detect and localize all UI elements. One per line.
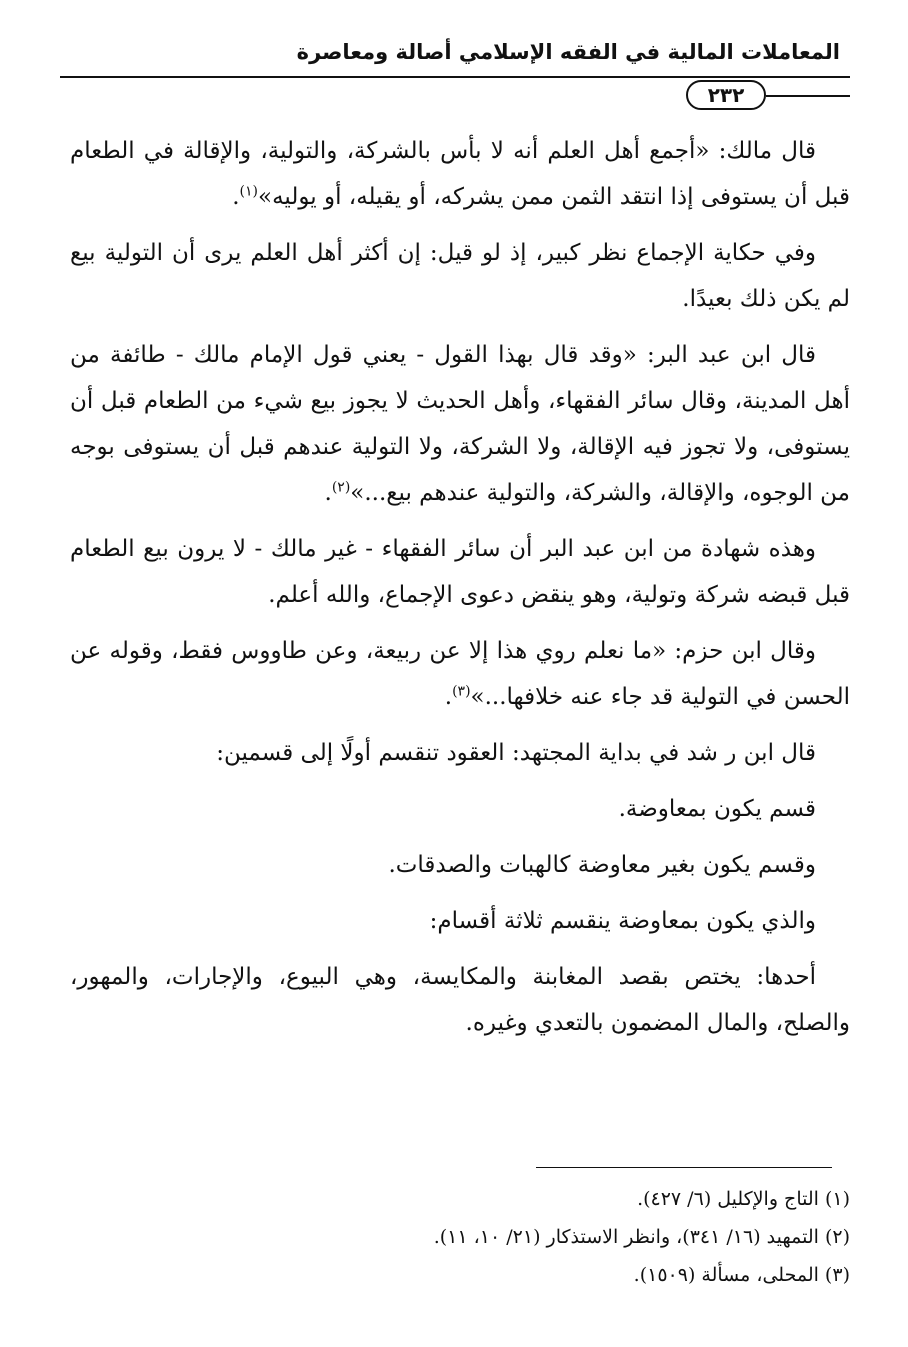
header-rule (60, 76, 850, 78)
running-header-title: المعاملات المالية في الفقه الإسلامي أصالة ومعاصرة (296, 40, 840, 64)
footnote: (٢) التمهيد (١٦/ ٣٤١)، وانظر الاستذكار (٢١/ ١٠، ١١). (433, 1226, 850, 1248)
paragraph: وقال ابن حزم: «ما نعلم روي هذا إلا عن ربيعة، وعن طاووس فقط، وقوله عن الحسن في التولية قد جاء عنه خلافها...»$^{(٣)}$. (70, 638, 850, 710)
footnote-ref: (١) (239, 183, 259, 200)
footnote: (٣) المحلى، مسألة (١٥٠٩). (633, 1264, 850, 1286)
page-number-rule (766, 95, 850, 97)
page-number (686, 80, 766, 110)
footnotes (70, 1180, 850, 1294)
paragraph: والذي يكون بمعاوضة ينقسم ثلاثة أقسام: (429, 908, 816, 934)
paragraph: قسم يكون بمعاوضة. (618, 796, 816, 822)
footnote-separator (536, 1167, 832, 1168)
paragraph: أحدها: يختص بقصد المغابنة والمكايسة، وهي البيوع، والإجارات، والمهور، والصلح، والمال المضمون بالتعدي وغيره. (70, 964, 850, 1036)
paragraph: قال مالك: «أجمع أهل العلم أنه لا بأس بالشركة، والتولية، والإقالة في الطعام قبل أن يستوفى إذا انتقد الثمن ممن يشركه، أو يقيله، أو يوليه»$^{(١)}$. (70, 138, 850, 210)
paragraph: وقسم يكون بغير معاوضة كالهبات والصدقات. (388, 852, 816, 878)
paragraph: قال ابن ر شد في بداية المجتهد: العقود تنقسم أولًا إلى قسمين: (216, 740, 816, 766)
footnote: (١) التاج والإكليل (٦/ ٤٢٧). (637, 1188, 850, 1210)
body-text (70, 128, 850, 1056)
page-number-text: ٢٣٢ (707, 83, 745, 107)
paragraph: وفي حكاية الإجماع نظر كبير، إذ لو قيل: إن أكثر أهل العلم يرى أن التولية بيع لم يكن ذلك بعيدًا. (70, 240, 850, 312)
paragraph: وهذه شهادة من ابن عبد البر أن سائر الفقهاء - غير مالك - لا يرون بيع الطعام قبل قبضه شركة وتولية، وهو ينقض دعوى الإجماع، والله أعلم. (70, 536, 850, 608)
footnote-ref: (٣) (452, 683, 471, 700)
footnote-ref: (٢) (331, 479, 351, 496)
paragraph: قال ابن عبد البر: «وقد قال بهذا القول - يعني قول الإمام مالك - طائفة من أهل المدينة، وقال سائر الفقهاء، وأهل الحديث لا يجوز بيع شيء من الطعام قبل أن يستوفى، ولا تجوز فيه الإقالة، ولا الشركة، ولا التولية عندهم قبل أن يستوفى بوجه من الوجوه، والإقالة، والشركة، والتولية عندهم بيع...»$^{(٢)}$. (70, 342, 850, 506)
